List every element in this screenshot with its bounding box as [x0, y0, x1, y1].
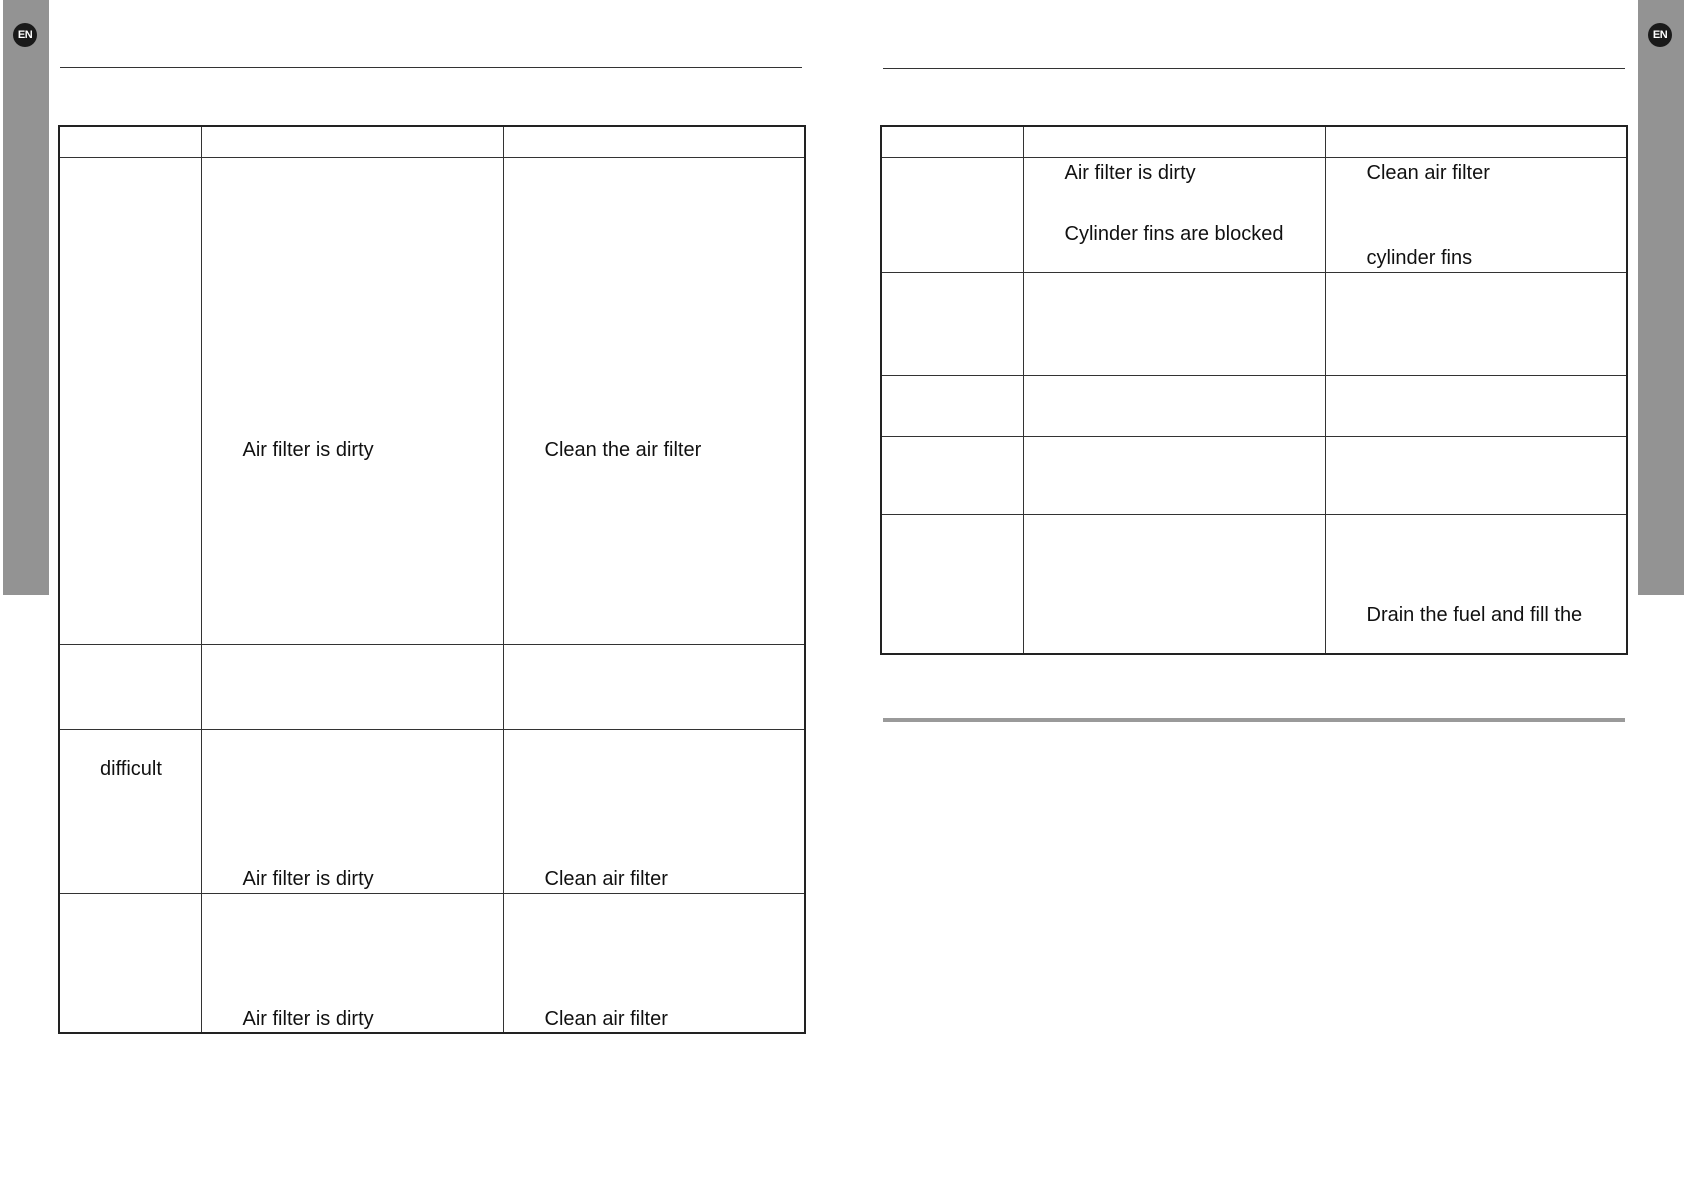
header-problem: [59, 126, 201, 157]
cause-cell: [1023, 514, 1325, 654]
cause-cell: [1023, 272, 1325, 375]
problem-cell: [881, 272, 1023, 375]
cause-cell: Air filter is dirty: [201, 157, 503, 644]
cause-cell: Air filter is dirty: [201, 893, 503, 1033]
table-row: [59, 157, 805, 644]
cause-cell: Air filter is dirty: [201, 729, 503, 893]
remedy-cell: [1325, 436, 1627, 514]
right-header-rule: [883, 68, 1625, 69]
left-troubleshooting-table: [58, 125, 806, 1034]
header-problem: [881, 126, 1023, 157]
remedy-cell: Drain the fuel and fill the: [1325, 514, 1627, 654]
cause-cell: [1023, 375, 1325, 436]
right-section-rule: [883, 718, 1625, 722]
problem-cell: [881, 514, 1023, 654]
problem-cell: [59, 644, 201, 729]
problem-cell: [59, 157, 201, 644]
language-badge-right: EN: [1648, 23, 1672, 47]
left-header-rule: [60, 67, 802, 68]
problem-cell: [881, 157, 1023, 272]
cause-cell: [201, 644, 503, 729]
table-row: [59, 893, 805, 1033]
remedy-cell: Clean the air filter: [503, 157, 805, 644]
cause-cell: [1023, 436, 1325, 514]
table-header-row: [881, 126, 1627, 157]
problem-cell: [881, 436, 1023, 514]
table-row: [59, 729, 805, 893]
header-remedy: [1325, 126, 1627, 157]
remedy-cell: Clean air filter cylinder fins: [1325, 157, 1627, 272]
table-header-row: [59, 126, 805, 157]
remedy-cell: [1325, 272, 1627, 375]
cause-cell: Air filter is dirty Cylinder fins are blocked: [1023, 157, 1325, 272]
header-cause: [201, 126, 503, 157]
remedy-cell: [503, 644, 805, 729]
problem-cell: [881, 375, 1023, 436]
header-cause: [1023, 126, 1325, 157]
language-badge-left: EN: [13, 23, 37, 47]
remedy-cell: [1325, 375, 1627, 436]
right-troubleshooting-table: [880, 125, 1628, 655]
table-row: [59, 644, 805, 729]
table-row: [881, 375, 1627, 436]
header-remedy: [503, 126, 805, 157]
right-side-tab: [1638, 0, 1684, 595]
left-side-tab: [3, 0, 49, 595]
table-row: [881, 157, 1627, 272]
table-row: [881, 436, 1627, 514]
table-row: [881, 514, 1627, 654]
table-row: [881, 272, 1627, 375]
problem-cell: [59, 893, 201, 1033]
remedy-cell: Clean air filter: [503, 893, 805, 1033]
remedy-cell: Clean air filter: [503, 729, 805, 893]
problem-cell: difficult: [59, 729, 201, 893]
